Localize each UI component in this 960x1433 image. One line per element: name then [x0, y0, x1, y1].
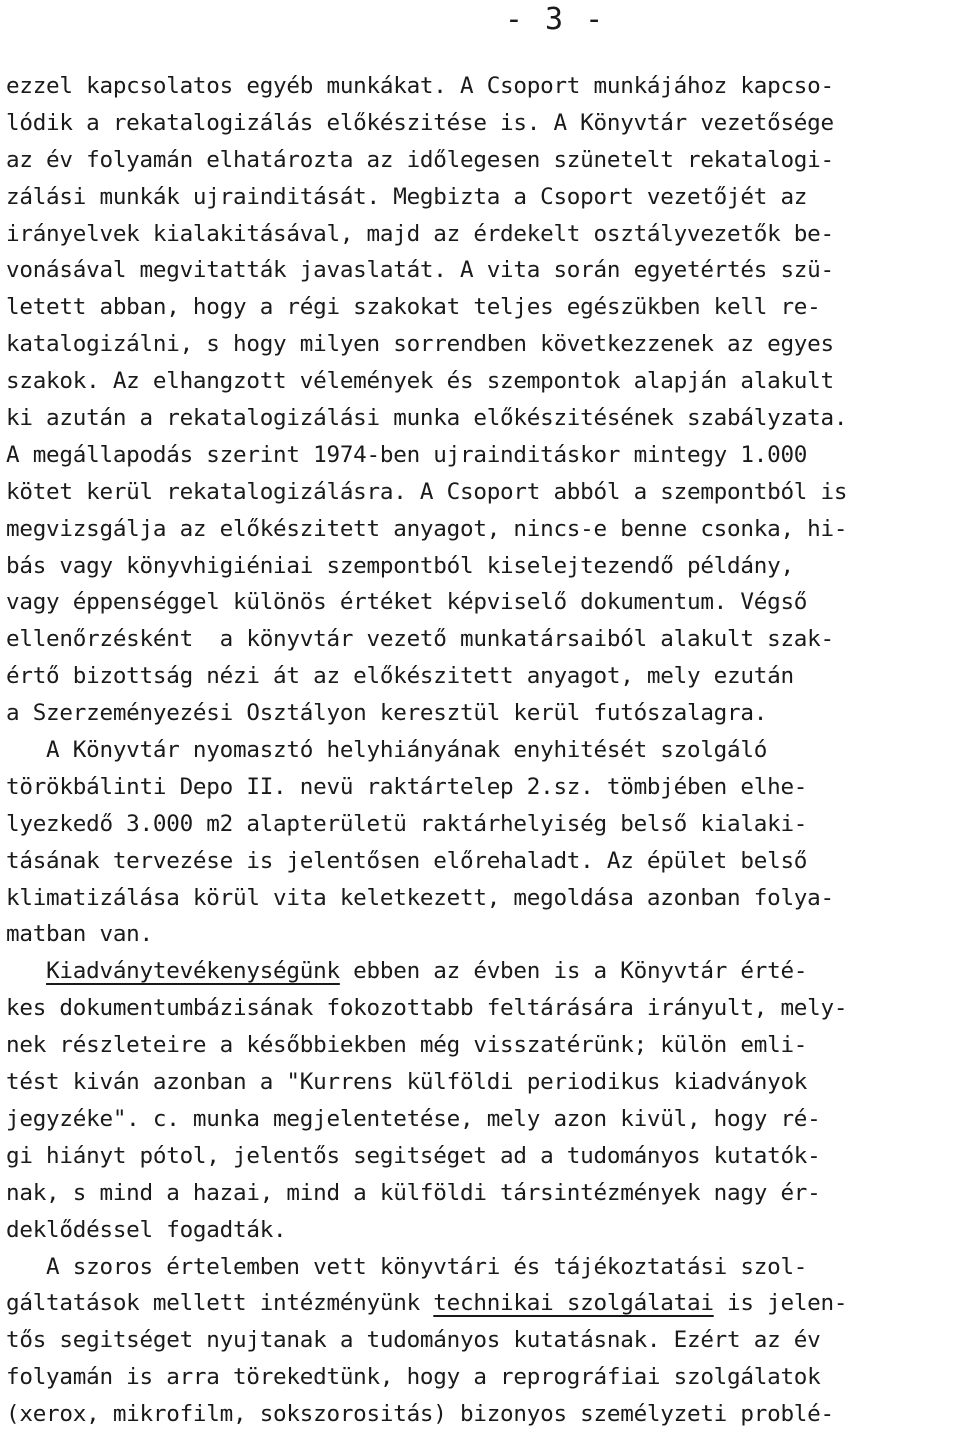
text-line: A Könyvtár nyomasztó helyhiányának enyhitését szolgáló — [6, 737, 768, 764]
text-line — [6, 953, 956, 990]
text-line: vagy éppenséggel különös értéket képviselő dokumentum. Végső — [6, 589, 808, 616]
text-line: letett abban, hogy a régi szakokat teljes egészükben kell re- — [6, 294, 821, 321]
text-segment: is jelen- — [713, 1290, 848, 1317]
text-segment: gáltatások mellett intézményünk — [6, 1290, 434, 1317]
text-line: zálási munkák ujrainditását. Megbizta a Csoport vezetőjét az — [6, 183, 808, 210]
text-line: kes dokumentumbázisának fokozottabb feltárására irányult, mely- — [6, 995, 848, 1022]
body-text — [6, 68, 956, 1433]
text-line: tős segitséget nyujtanak a tudományos kutatásnak. Ezért az év — [6, 1327, 821, 1354]
text-line: A megállapodás szerint 1974-ben ujrainditáskor mintegy 1.000 — [6, 441, 808, 468]
text-line: törökbálinti Depo II. nevü raktártelep 2.sz. tömbjében elhe- — [6, 773, 808, 800]
text-line: (xerox, mikrofilm, sokszorositás) bizonyos személyzeti problé- — [6, 1401, 834, 1428]
text-line: A szoros értelemben vett könyvtári és tájékoztatási szol- — [6, 1253, 808, 1280]
text-line: deklődéssel fogadták. — [6, 1216, 287, 1243]
text-line: az év folyamán elhatározta az időlegesen szünetelt rekatalogi- — [6, 146, 834, 173]
text-line: ezzel kapcsolatos egyéb munkákat. A Csoport munkájához kapcso- — [6, 73, 834, 99]
text-line: értő bizottság nézi át az előkészitett anyagot, mely ezután — [6, 663, 794, 690]
text-line: irányelvek kialakitásával, majd az érdekelt osztályvezetők be- — [6, 220, 834, 247]
text-line: tést kiván azonban a "Kurrens külföldi periodikus kiadványok — [6, 1069, 808, 1096]
text-line: ellenőrzésként a könyvtár vezető munkatársaiból alakult szak- — [6, 626, 834, 653]
text-line: szakok. Az elhangzott vélemények és szempontok alapján alakult — [6, 368, 834, 395]
text-line — [6, 1285, 956, 1322]
text-line: jegyzéke". c. munka megjelentetése, mely azon kivül, hogy ré- — [6, 1105, 821, 1132]
text-line: ki azután a rekatalogizálási munka előkészitésének szabályzata. — [6, 405, 848, 432]
text-line: megvizsgálja az előkészitett anyagot, nincs-e benne csonka, hi- — [6, 515, 848, 542]
text-line: a Szerzeményezési Osztályon keresztül kerül futószalagra. — [6, 700, 768, 727]
text-segment: ebben az évben is a Könyvtár érté- — [339, 958, 808, 985]
underlined-term: technikai szolgálatai — [433, 1290, 714, 1317]
text-line: tásának tervezése is jelentősen előrehaladt. Az épület belső — [6, 847, 808, 874]
text-line: nak, s mind a hazai, mind a külföldi társintézmények nagy ér- — [6, 1179, 821, 1206]
page-number: - 3 - — [504, 2, 606, 37]
underlined-term: Kiadványtevékenységünk — [46, 958, 340, 985]
text-line: lyezkedő 3.000 m2 alapterületü raktárhelyiség belső kialaki- — [6, 810, 808, 837]
text-line: vonásával megvitatták javaslatát. A vita során egyetértés szü- — [6, 257, 834, 284]
text-line: katalogizálni, s hogy milyen sorrendben következzenek az egyes — [6, 331, 834, 358]
text-line: matban van. — [6, 921, 153, 948]
text-line: folyamán is arra törekedtünk, hogy a reprográfiai szolgálatok — [6, 1364, 821, 1391]
text-line: kötet kerül rekatalogizálásra. A Csoport abból a szempontból is — [6, 478, 848, 505]
text-line: lódik a rekatalogizálás előkészitése is. A Könyvtár vezetősége — [6, 109, 834, 136]
text-line: nek részleteire a későbbiekben még visszatérünk; külön emli- — [6, 1032, 808, 1059]
text-line: bás vagy könyvhigiéniai szempontból kiselejtezendő példány, — [6, 552, 794, 579]
text-line: gi hiányt pótol, jelentős segitséget ad a tudományos kutatók- — [6, 1142, 821, 1169]
paragraph-indent — [6, 958, 46, 984]
text-line: klimatizálása körül vita keletkezett, megoldása azonban folya- — [6, 884, 834, 911]
